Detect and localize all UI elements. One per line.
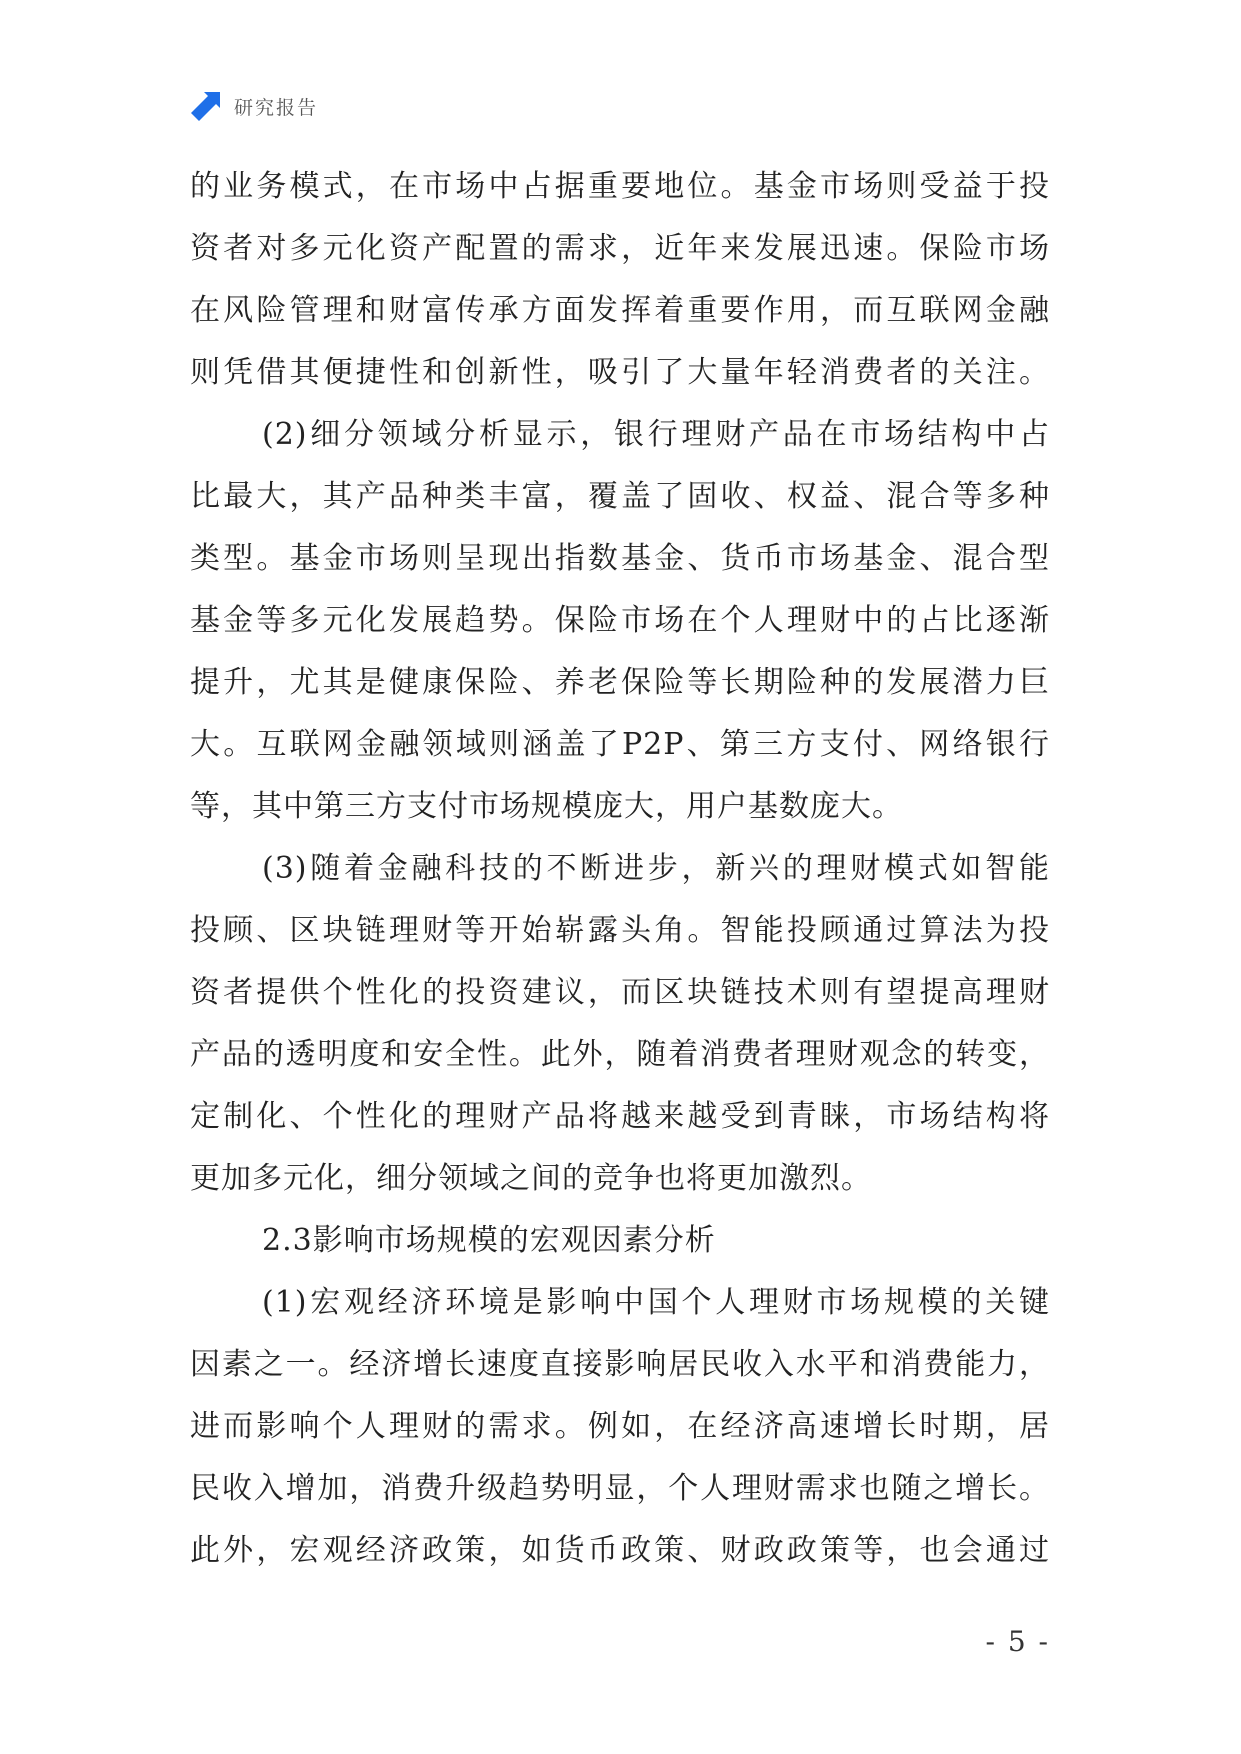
text-line: (2)细分领域分析显示，银行理财产品在市场结构中占 — [262, 417, 1050, 452]
text-line: 资者提供个性化的投资建议，而区块链技术则有望提高理财 — [190, 975, 1050, 1010]
text-line: 基金等多元化发展趋势。保险市场在个人理财中的占比逐渐 — [190, 603, 1050, 638]
text-line: 进而影响个人理财的需求。例如，在经济高速增长时期，居 — [190, 1409, 1050, 1444]
document-body — [190, 156, 1050, 1582]
text-line: 产品的透明度和安全性。此外，随着消费者理财观念的转变， — [190, 1037, 1050, 1072]
section-heading: 2.3影响市场规模的宏观因素分析 — [262, 1223, 716, 1258]
text-line: 的业务模式，在市场中占据重要地位。基金市场则受益于投 — [190, 169, 1050, 204]
text-line: 提升，尤其是健康保险、养老保险等长期险种的发展潜力巨 — [190, 665, 1050, 700]
text-line: 此外，宏观经济政策，如货币政策、财政政策等，也会通过 — [190, 1533, 1050, 1568]
text-line: (3)随着金融科技的不断进步，新兴的理财模式如智能 — [262, 851, 1050, 886]
text-line: 在风险管理和财富传承方面发挥着重要作用，而互联网金融 — [190, 293, 1050, 328]
text-line: 定制化、个性化的理财产品将越来越受到青睐，市场结构将 — [190, 1099, 1050, 1134]
text-line: 民收入增加，消费升级趋势明显，个人理财需求也随之增长。 — [190, 1471, 1050, 1506]
text-line: 更加多元化，细分领域之间的竞争也将更加激烈。 — [190, 1161, 872, 1196]
text-line: 因素之一。经济增长速度直接影响居民收入水平和消费能力， — [190, 1347, 1050, 1382]
text-line: 等，其中第三方支付市场规模庞大，用户基数庞大。 — [190, 789, 903, 824]
text-line: 大。互联网金融领域则涵盖了P2P、第三方支付、网络银行 — [190, 727, 1050, 762]
report-header — [190, 86, 318, 126]
text-line: 投顾、区块链理财等开始崭露头角。智能投顾通过算法为投 — [190, 913, 1050, 948]
header-title: 研究报告 — [234, 96, 319, 119]
arrow-logo-icon — [190, 90, 222, 122]
text-line: 比最大，其产品种类丰富，覆盖了固收、权益、混合等多种 — [190, 479, 1050, 514]
text-line: 资者对多元化资产配置的需求，近年来发展迅速。保险市场 — [190, 231, 1050, 266]
text-line: 则凭借其便捷性和创新性，吸引了大量年轻消费者的关注。 — [190, 355, 1050, 390]
text-line: (1)宏观经济环境是影响中国个人理财市场规模的关键 — [262, 1285, 1050, 1320]
page-number: - 5 - — [985, 1625, 1050, 1658]
text-line: 类型。基金市场则呈现出指数基金、货币市场基金、混合型 — [190, 541, 1050, 576]
